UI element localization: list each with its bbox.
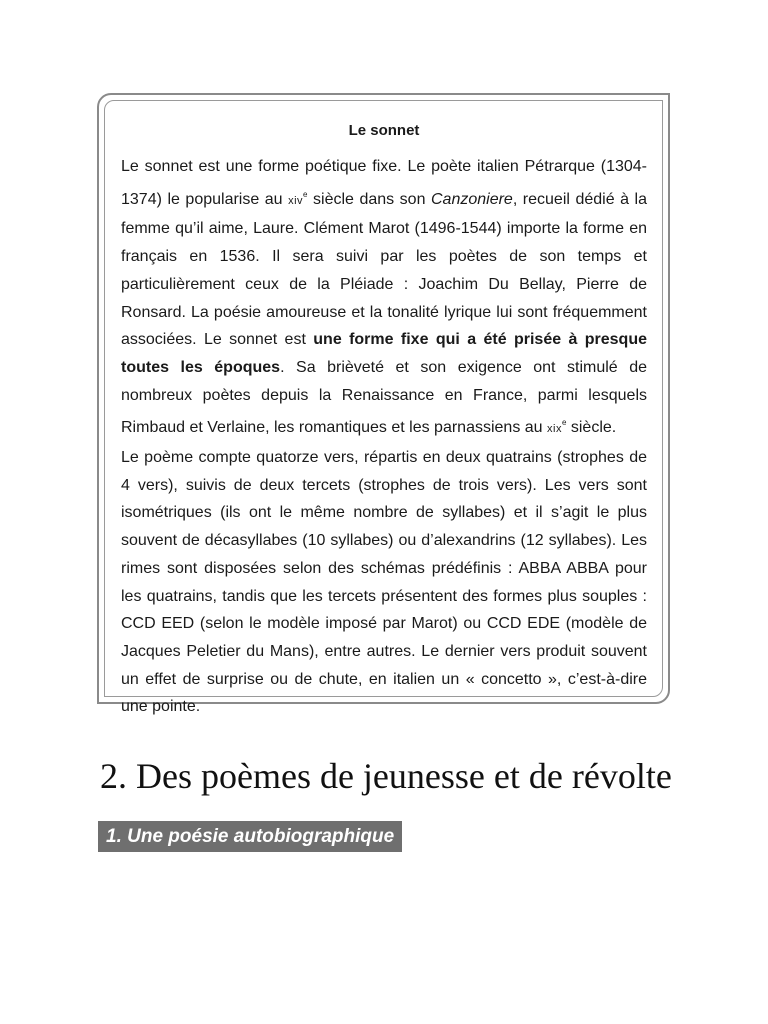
box-paragraph-2: Le poème compte quatorze vers, répartis en deux quatrains (strophes de 4 vers), suivis de deux tercets (strophes de trois vers). Les vers sont isométriques (ils ont le même nombre de syllabes) et il s’agit le plus souvent de décasyllabes (10 syllabes) ou d’alexandrins (12 syllabes). Les rimes sont disposées selon des schémas prédéfinis : ABBA ABBA pour les quatrains, tandis que les tercets présentent des formes plus souples : CCD EED (selon le modèle imposé par Marot) ou CCD EDE (modèle de Jacques Peletier du Mans), entre autres. Le dernier vers produit souvent un effet de surprise ou de chute, en italien un « concetto », c’est-à-dire une pointe. [121, 449, 647, 716]
century-xiv: xiv [288, 194, 304, 207]
sonnet-box-content [121, 120, 647, 721]
box-paragraph-1 [121, 153, 647, 444]
box-title: Le sonnet [348, 122, 420, 139]
chapter-title: 2. Des poèmes de jeunesse et de révolte [100, 756, 672, 796]
section-heading: 1. Une poésie autobiographique [98, 821, 402, 852]
p1-bold-phrase: une forme fixe qui a été prisée à presque toutes les époques [121, 331, 647, 376]
p1-text-b: siècle dans son [307, 190, 431, 208]
p1-text-c: , recueil dédié à la femme qu’il aime, Laure. Clément Marot (1496-1544) importe la forme en français en 1536. Il sera suivi par les poètes de son temps et particulièrement ceux de la Pléiade : Joachim Du Bellay, Pierre de Ronsard. La poésie amoureuse et la tonalité lyrique lui sont fréquemment associées. Le sonnet est [121, 190, 647, 349]
century-xix-sup: e [561, 418, 567, 428]
p1-text-a: Le sonnet est une forme poétique fixe. Le poète italien Pétrarque (1304-1374) le popularise au [121, 158, 647, 208]
century-xiv-sup: e [303, 189, 308, 199]
century-xix: xix [547, 423, 562, 436]
work-title-canzoniere: Canzoniere [431, 190, 513, 208]
p1-text-d: . Sa brièveté et son exigence ont stimulé de nombreux poètes depuis la Renaissance en France, parmi lesquels Rimbaud et Verlaine, les romantiques et les parnassiens au [121, 358, 648, 437]
p1-text-e: siècle. [566, 419, 617, 437]
